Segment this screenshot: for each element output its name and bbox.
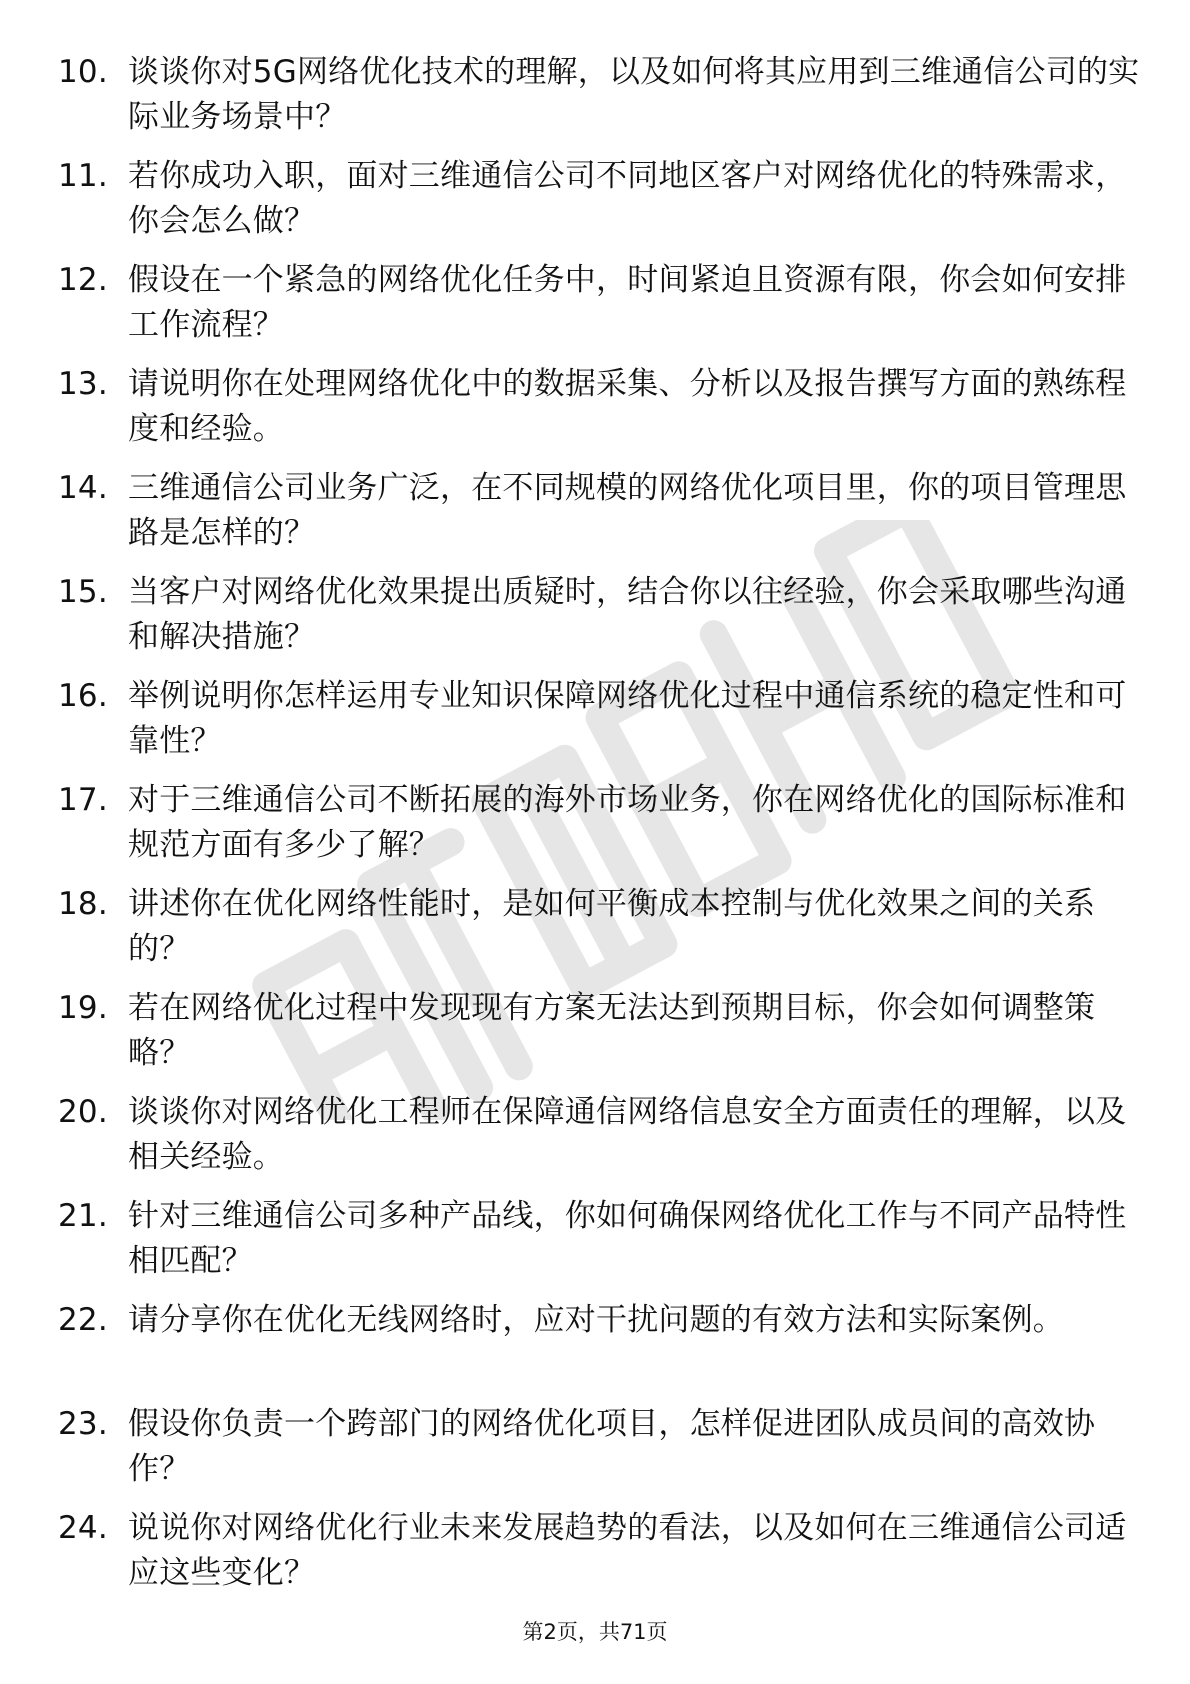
question-text: 请说明你在处理网络优化中的数据采集、分析以及报告撰写方面的熟练程度和经验。 (128, 366, 1127, 447)
question-number: 15. (58, 574, 108, 610)
question-list (58, 50, 1140, 1610)
question-number: 24. (58, 1510, 108, 1546)
question-item (58, 1506, 1133, 1610)
question-item (58, 466, 1133, 570)
question-number: 13. (58, 366, 108, 402)
question-text: 假设你负责一个跨部门的网络优化项目，怎样促进团队成员间的高效协作？ (128, 1406, 1096, 1487)
question-number: 22. (58, 1302, 108, 1338)
question-number: 11. (58, 158, 108, 194)
question-text: 若你成功入职，面对三维通信公司不同地区客户对网络优化的特殊需求，你会怎么做？ (128, 158, 1127, 239)
question-number: 21. (58, 1198, 108, 1234)
question-text: 说说你对网络优化行业未来发展趋势的看法，以及如何在三维通信公司适应这些变化？ (128, 1510, 1127, 1591)
question-item (58, 674, 1133, 778)
question-item (58, 882, 1133, 986)
question-text: 当客户对网络优化效果提出质疑时，结合你以往经验，你会采取哪些沟通和解决措施？ (128, 574, 1127, 655)
question-item (58, 570, 1133, 674)
question-number: 14. (58, 470, 108, 506)
question-item (58, 1298, 1133, 1402)
question-item (58, 986, 1133, 1090)
question-item (58, 1194, 1133, 1298)
question-text: 谈谈你对5G网络优化技术的理解，以及如何将其应用到三维通信公司的实际业务场景中？ (128, 54, 1140, 135)
question-item (58, 258, 1133, 362)
question-number: 17. (58, 782, 108, 818)
question-text: 针对三维通信公司多种产品线，你如何确保网络优化工作与不同产品特性相匹配？ (128, 1198, 1127, 1279)
question-item (58, 1090, 1133, 1194)
question-item (58, 154, 1133, 258)
question-text: 讲述你在优化网络性能时，是如何平衡成本控制与优化效果之间的关系的？ (128, 886, 1096, 967)
question-text: 假设在一个紧急的网络优化任务中，时间紧迫且资源有限，你会如何安排工作流程？ (128, 262, 1127, 343)
page-footer: 第2页，共71页 (522, 1620, 668, 1644)
question-item (58, 50, 1140, 154)
question-item (58, 778, 1133, 882)
question-text: 三维通信公司业务广泛，在不同规模的网络优化项目里，你的项目管理思路是怎样的？ (128, 470, 1127, 551)
question-item (58, 1402, 1133, 1506)
question-text: 若在网络优化过程中发现现有方案无法达到预期目标，你会如何调整策略？ (128, 990, 1096, 1071)
question-item (58, 362, 1133, 466)
question-text: 举例说明你怎样运用专业知识保障网络优化过程中通信系统的稳定性和可靠性？ (128, 678, 1127, 759)
question-number: 10. (58, 54, 108, 90)
question-text: 谈谈你对网络优化工程师在保障通信网络信息安全方面责任的理解，以及相关经验。 (128, 1094, 1127, 1175)
question-text: 请分享你在优化无线网络时，应对干扰问题的有效方法和实际案例。 (128, 1302, 1064, 1338)
question-number: 16. (58, 678, 108, 714)
question-number: 12. (58, 262, 108, 298)
question-number: 19. (58, 990, 108, 1026)
question-text: 对于三维通信公司不断拓展的海外市场业务，你在网络优化的国际标准和规范方面有多少了解？ (128, 782, 1127, 863)
question-number: 23. (58, 1406, 108, 1442)
question-number: 18. (58, 886, 108, 922)
question-number: 20. (58, 1094, 108, 1130)
